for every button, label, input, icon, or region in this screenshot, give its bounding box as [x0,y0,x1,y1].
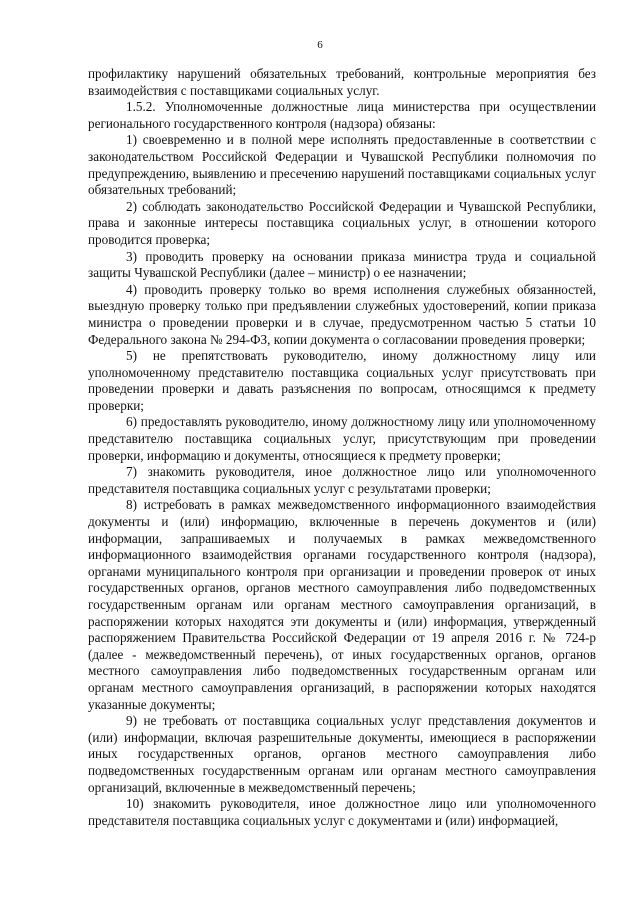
paragraph-item-2: 2) соблюдать законодательство Российской Федерации и Чувашской Республики, права и законные интересы поставщика социальных услуг, в отношении которого проводится проверка; [88,198,596,247]
paragraph-item-1: 1) своевременно и в полной мере исполнять предоставленные в соответствии с законодательством Российской Федерации и Чувашской Республики полномочия по предупреждению, выявлению и пресечению нарушений поставщиками социальных услуг обязательных требований; [88,132,596,198]
paragraph-item-6: 6) предоставлять руководителю, иному должностному лицу или уполномоченному представителю поставщика социальных услуг, присутствующим при проведении проверки, информацию и документы, относящиеся к предмету проверки; [88,414,596,463]
paragraph-continuation: профилактику нарушений обязательных требований, контрольные мероприятия без взаимодействия с поставщиками социальных услуг. [88,66,596,98]
paragraph-item-9: 9) не требовать от поставщика социальных услуг представления документов и (или) информации, включая разрешительные документы, имеющиеся в распоряжении иных государственных органов, органов местного самоуправления либо подведомственных государственным органам или органам местного самоуправления организаций, включенные в межведомственный перечень; [88,713,596,795]
paragraph-item-7: 7) знакомить руководителя, иное должностное лицо или уполномоченного представителя поставщика социальных услуг с результатами проверки; [88,464,596,496]
paragraph-item-5: 5) не препятствовать руководителю, иному должностному лицу или уполномоченному представителю поставщика социальных услуг присутствовать при проведении проверки и давать разъяснения по вопросам, относящимся к предмету проверки; [88,348,596,413]
paragraph-item-10: 10) знакомить руководителя, иное должностное лицо или уполномоченного представителя поставщика социальных услуг с документами и (или) информацией, [88,796,596,828]
page-number: 6 [317,39,323,51]
document-body [88,66,596,829]
paragraph-item-8: 8) истребовать в рамках межведомственного информационного взаимодействия документы и (или) информацию, включенные в перечень документов и (или) информации, запрашиваемых и получаемых в рамках межведомственного информационного взаимодействия органами государственного контроля (надзора), органами муниципального контроля при организации и проведении проверок от иных государственных органов, органов местного самоуправления либо подведомственных государственным органам или органам местного самоуправления организаций, в распоряжении которых находятся эти документы и (или) информация, утвержденный распоряжением Правительства Российской Федерации от 19 апреля 2016 г. № 724-р (далее - межведомственный перечень), от иных государственных органов, органов местного самоуправления либо подведомственных государственным органам или органам местного самоуправления организаций, в распоряжении которых находятся указанные документы; [88,497,596,712]
paragraph-item-3: 3) проводить проверку на основании приказа министра труда и социальной защиты Чувашской Республики (далее – министр) о ее назначении; [88,248,596,281]
paragraph-section-1-5-2: 1.5.2. Уполномоченные должностные лица министерства при осуществлении регионального государственного контроля (надзора) обязаны: [88,99,596,131]
paragraph-item-4: 4) проводить проверку только во время исполнения служебных обязанностей, выездную проверку только при предъявлении служебных удостоверений, копии приказа министра о проведении проверки и в случае, предусмотренном частью 5 статьи 10 Федерального закона № 294-ФЗ, копии документа о согласовании проведения проверки; [88,281,596,347]
